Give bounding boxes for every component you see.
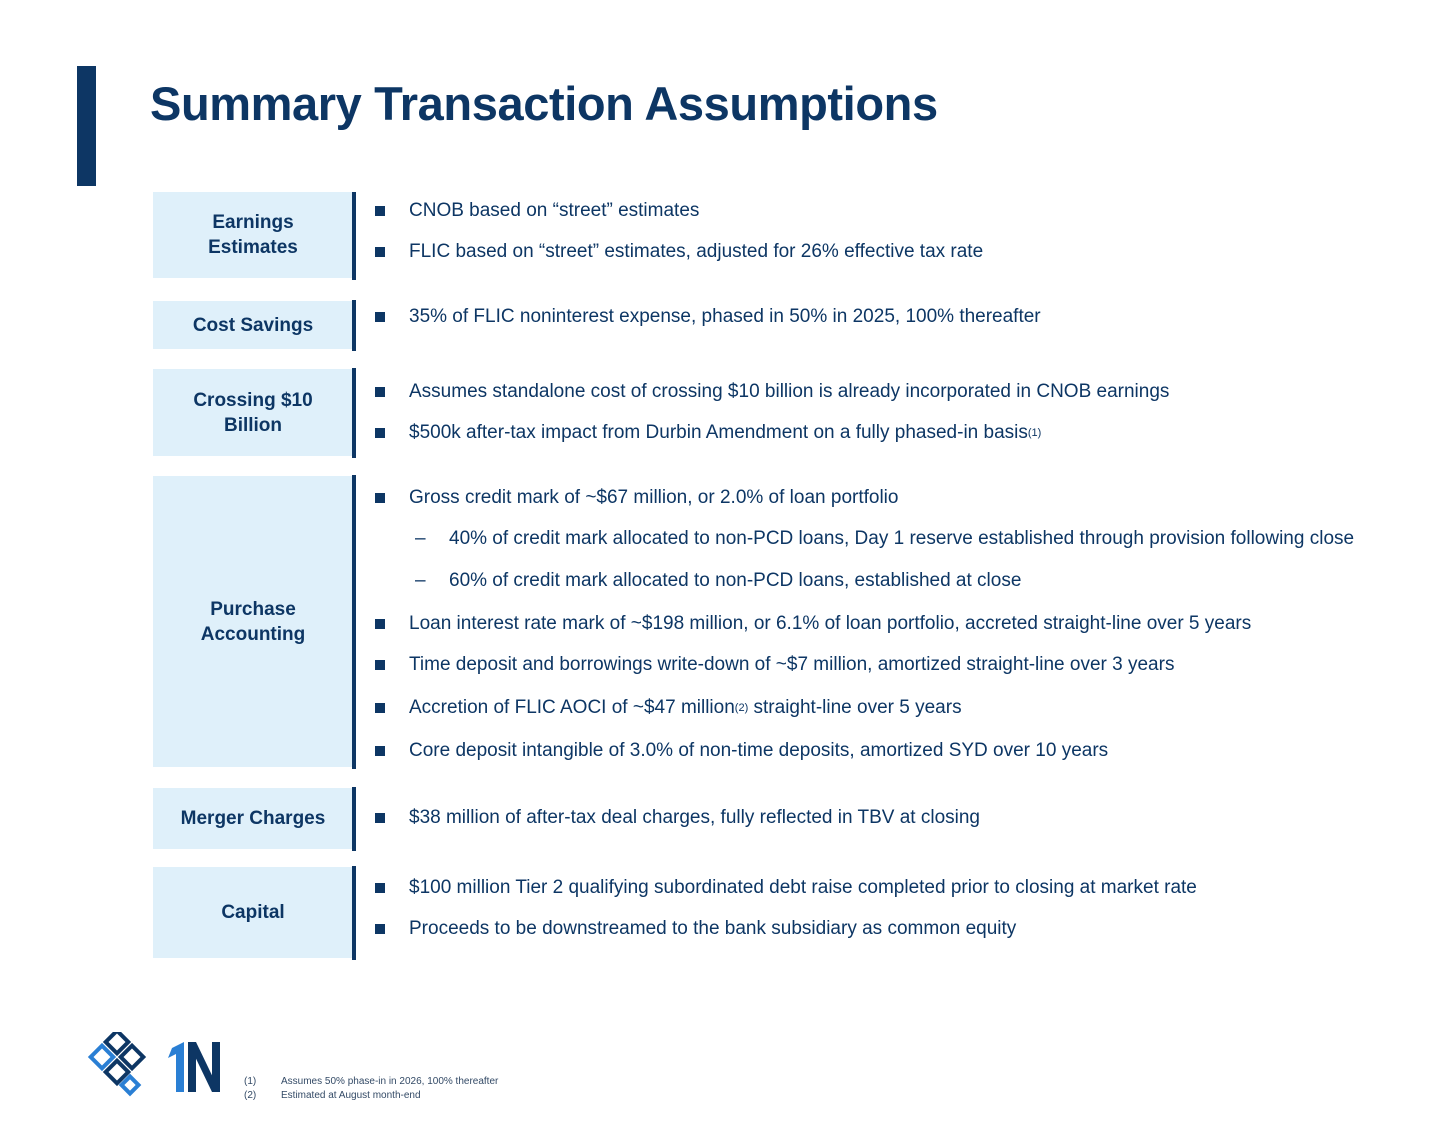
section-label-text: Cost Savings	[192, 314, 314, 336]
bullet-text: $500k after-tax impact from Durbin Amendment on a fully phased-in basis	[409, 422, 1028, 443]
section-label-text: Merger Charges	[180, 808, 326, 829]
section-label-crossing-10-billion	[153, 369, 353, 456]
square-bullet-icon	[375, 312, 385, 322]
bullet-text-continued: straight-line over 5 years	[748, 697, 962, 718]
footnote-number: (2)	[244, 1090, 257, 1101]
bullet-item	[375, 240, 983, 264]
square-bullet-icon	[375, 660, 385, 670]
company-logo	[84, 1032, 234, 1102]
bullet-text: 35% of FLIC noninterest expense, phased in 50% in 2025, 100% thereafter	[409, 306, 1041, 327]
footnote-number: (1)	[244, 1076, 257, 1087]
footnote-text: Assumes 50% phase-in in 2026, 100% thereafter	[281, 1076, 499, 1087]
square-bullet-icon	[375, 387, 385, 397]
square-bullet-icon	[375, 703, 385, 713]
bullet-item	[375, 876, 1197, 900]
square-bullet-icon	[375, 746, 385, 756]
bullet-text: Core deposit intangible of 3.0% of non-time deposits, amortized SYD over 10 years	[409, 740, 1109, 761]
bullet-text: $100 million Tier 2 qualifying subordinated debt raise completed prior to closing at market rate	[409, 877, 1197, 898]
section-label-capital	[153, 867, 353, 958]
sub-bullet-item	[415, 569, 1021, 593]
section-divider	[352, 866, 356, 960]
dash-bullet-icon: –	[415, 528, 426, 549]
bullet-item	[375, 486, 898, 510]
section-label-text: Earnings Estimates	[208, 212, 298, 258]
section-label-earnings-estimates	[153, 192, 353, 278]
section-label-text: Crossing $10 Billion	[193, 389, 313, 436]
square-bullet-icon	[375, 813, 385, 823]
title-accent-bar	[77, 66, 96, 186]
square-bullet-icon	[375, 428, 385, 438]
footnote-text: Estimated at August month-end	[281, 1090, 421, 1101]
bullet-item	[375, 305, 1041, 329]
bullet-item	[375, 380, 1169, 404]
bullet-item	[375, 917, 1016, 941]
square-bullet-icon	[375, 883, 385, 893]
dash-bullet-icon: –	[415, 570, 426, 591]
bullet-item	[375, 739, 1108, 763]
section-label-cost-savings	[153, 301, 353, 349]
bullet-text: Accretion of FLIC AOCI of ~$47 million	[409, 697, 735, 718]
section-divider	[352, 192, 356, 280]
bullet-item: Accretion of FLIC AOCI of ~$47 million (2) straight-line over 5 years	[375, 696, 962, 720]
section-divider	[352, 475, 356, 769]
section-divider	[352, 787, 356, 851]
section-divider	[352, 300, 356, 351]
square-bullet-icon	[375, 493, 385, 503]
footnote-1	[244, 1075, 498, 1089]
diamond-knot-icon	[91, 1032, 144, 1093]
section-label-merger-charges	[153, 788, 353, 849]
bullet-text: Loan interest rate mark of ~$198 million, or 6.1% of loan portfolio, accreted straight-line over 5 years	[409, 613, 1252, 634]
section-label-purchase-accounting	[153, 476, 353, 767]
square-bullet-icon	[375, 247, 385, 257]
1n-monogram-icon	[168, 1042, 220, 1092]
bullet-text: FLIC based on “street” estimates, adjusted for 26% effective tax rate	[409, 241, 984, 262]
bullet-item: $500k after-tax impact from Durbin Amendment on a fully phased-in basis (1)	[375, 421, 1041, 445]
bullet-text: Assumes standalone cost of crossing $10 billion is already incorporated in CNOB earnings	[409, 381, 1170, 402]
square-bullet-icon	[375, 924, 385, 934]
square-bullet-icon	[375, 619, 385, 629]
sub-bullet-text: 40% of credit mark allocated to non-PCD loans, Day 1 reserve established through provision following close	[449, 528, 1355, 549]
section-label-text: Purchase Accounting	[200, 598, 306, 645]
section-divider	[352, 368, 356, 458]
bullet-text: Gross credit mark of ~$67 million, or 2.0% of loan portfolio	[409, 487, 899, 508]
bullet-text: Time deposit and borrowings write-down of ~$7 million, amortized straight-line over 3 years	[409, 654, 1175, 675]
bullet-text: CNOB based on “street” estimates	[409, 200, 700, 221]
bullet-item	[375, 653, 1174, 677]
footnote-2	[244, 1089, 421, 1103]
page-title: Summary Transaction Assumptions	[150, 77, 938, 130]
bullet-item	[375, 806, 980, 830]
bullet-text: Proceeds to be downstreamed to the bank subsidiary as common equity	[409, 918, 1017, 939]
sub-bullet-text: 60% of credit mark allocated to non-PCD loans, established at close	[449, 570, 1022, 591]
bullet-text: $38 million of after-tax deal charges, fully reflected in TBV at closing	[409, 807, 980, 828]
bullet-item	[375, 612, 1251, 636]
bullet-item	[375, 199, 699, 223]
section-label-text: Capital	[221, 902, 285, 923]
sub-bullet-item	[415, 527, 1354, 551]
square-bullet-icon	[375, 206, 385, 216]
